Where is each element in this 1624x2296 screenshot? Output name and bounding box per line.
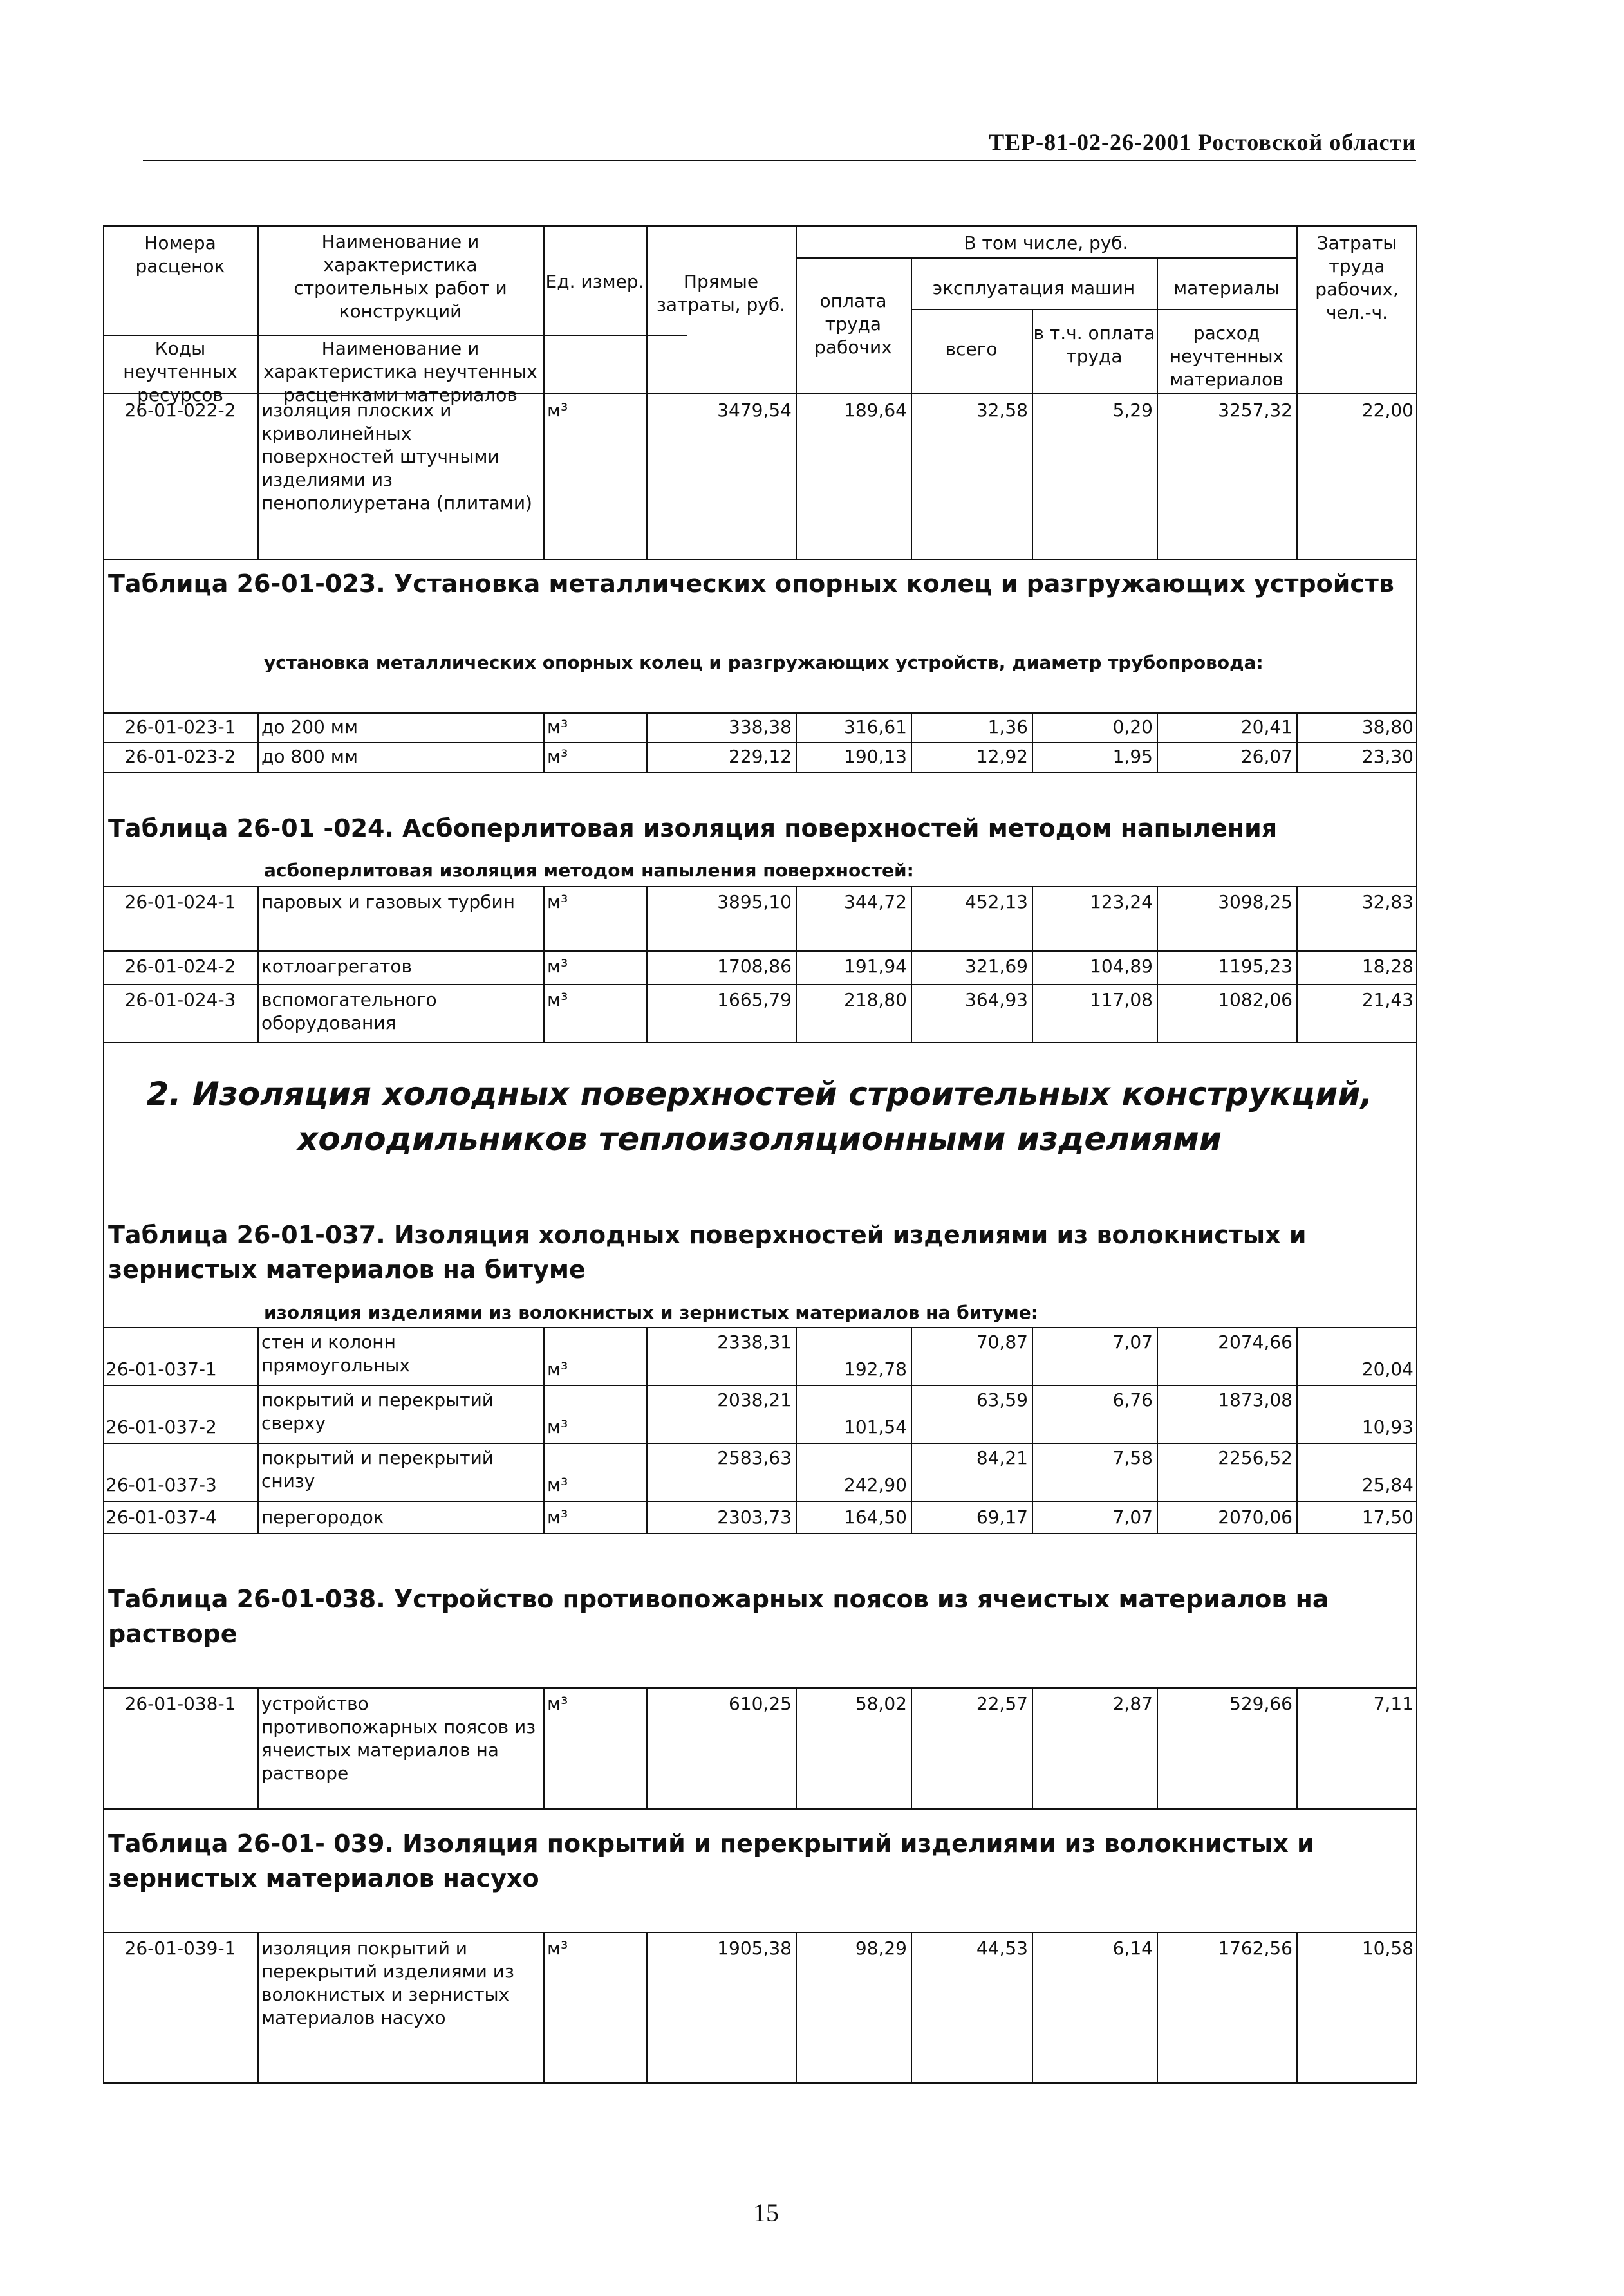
table-row-direct: 2303,73: [717, 1506, 792, 1528]
table-037-label: Таблица 26-01-037.: [108, 1221, 386, 1249]
table-row-hours: 7,11: [1373, 1693, 1414, 1714]
table-row-mach-labor: 7,07: [1112, 1331, 1153, 1353]
table-row-direct: 1665,79: [717, 989, 792, 1010]
table-row-code: 26-01-037-3: [106, 1474, 217, 1495]
table-row-name: до 200 мм: [261, 716, 358, 737]
table-row-mach-labor: 117,08: [1090, 989, 1153, 1010]
table-039-label: Таблица 26-01- 039.: [108, 1829, 394, 1858]
header-rule: [143, 160, 1416, 161]
col-divider-direct: [796, 225, 797, 559]
table-row-labor: 344,72: [844, 891, 907, 912]
section-heading-line-1: 2. Изоляция холодных поверхностей строительных конструкций,: [146, 1075, 1373, 1113]
table-row-mat: 2070,06: [1218, 1506, 1293, 1528]
row-labor: 189,64: [844, 400, 907, 421]
t037-col: [543, 1327, 545, 1533]
table-row-labor: 191,94: [844, 956, 907, 977]
table-row-hours: 20,04: [1361, 1358, 1414, 1380]
table-row-unit: м³: [547, 989, 568, 1010]
col-header-code-bottom: Коды неучтенных ресурсов: [123, 338, 238, 405]
col-header-machines-total: всего: [945, 338, 998, 360]
document-header-title: ТЕР-81-02-26-2001 Ростовской области: [989, 129, 1416, 155]
t037-row-rule-5: [103, 1533, 1417, 1534]
table-row-code: 26-01-038-1: [124, 1693, 236, 1714]
t023-col: [257, 712, 259, 772]
col-header-materials: материалы: [1173, 277, 1280, 299]
table-row-direct: 2583,63: [717, 1447, 792, 1468]
col-header-unit: Ед. измер.: [545, 271, 644, 292]
table-row-unit: м³: [547, 1474, 568, 1495]
table-row-hours: 25,84: [1361, 1474, 1414, 1495]
table-037-name: Изоляция холодных поверхностей изделиями из волокнистых и зернистых материалов на битуме: [108, 1221, 1307, 1284]
table-row-code: 26-01-023-1: [124, 716, 236, 737]
table-row-unit: м³: [547, 1506, 568, 1528]
row-022-bottom-left: [103, 559, 796, 560]
table-row-unit: м³: [547, 1416, 568, 1438]
t024-row-rule-2: [103, 950, 1417, 952]
table-037-subheading: изоляция изделиями из волокнистых и зернистых материалов на битуме:: [264, 1302, 1038, 1323]
table-row-name: до 800 мм: [261, 746, 358, 767]
t024-col: [257, 886, 259, 1042]
col-header-name-top: Наименование и характеристика строительных работ и конструкций: [294, 231, 507, 322]
header-mid-rule-left: [103, 335, 687, 336]
table-row-direct: 3895,10: [717, 891, 792, 912]
row-code: 26-01-022-2: [124, 400, 236, 421]
row-mach: 32,58: [976, 400, 1028, 421]
t038-row-rule-1: [103, 1687, 1417, 1689]
row-direct: 3479,54: [717, 400, 792, 421]
table-row-mach-labor: 0,20: [1112, 716, 1153, 737]
col-header-incl: В том числе, руб.: [964, 232, 1128, 254]
t024-col: [543, 886, 545, 1042]
t037-col: [1032, 1327, 1033, 1533]
table-row-mach-labor: 6,76: [1112, 1389, 1153, 1411]
page-number: 15: [753, 2198, 779, 2227]
table-023-name: Установка металлических опорных колец и разгружающих устройств: [393, 569, 1394, 598]
t023-row-rule-1: [103, 712, 1417, 714]
t037-col: [646, 1327, 648, 1533]
table-039-name: Изоляция покрытий и перекрытий изделиями из волокнистых и зернистых материалов насухо: [108, 1829, 1314, 1893]
table-038-title: [108, 1582, 1408, 1651]
table-row-labor: 58,02: [855, 1693, 907, 1714]
t037-col: [257, 1327, 259, 1533]
table-row-name: котлоагрегатов: [261, 956, 413, 977]
table-row-hours: 32,83: [1361, 891, 1414, 912]
table-row-mat: 2256,52: [1218, 1447, 1293, 1468]
table-038-name: Устройство противопожарных поясов из ячеистых материалов на растворе: [108, 1585, 1329, 1648]
table-row-unit: м³: [547, 716, 568, 737]
table-row-direct: 229,12: [729, 746, 792, 767]
section-heading-line-2: холодильников теплоизоляционными изделиями: [297, 1120, 1222, 1158]
table-row-direct: 1708,86: [717, 956, 792, 977]
table-row-hours: 10,58: [1361, 1938, 1414, 1959]
t037-col: [911, 1327, 912, 1533]
table-row-unit: м³: [547, 1693, 568, 1714]
table-row-code: 26-01-023-2: [124, 746, 236, 767]
table-024-title: [108, 811, 1408, 846]
table-row-mach: 321,69: [965, 956, 1028, 977]
table-row-mat: 1082,06: [1218, 989, 1293, 1010]
table-row-name: покрытий и перекрытий снизу: [261, 1447, 494, 1492]
t037-row-rule-1: [103, 1327, 1417, 1328]
table-row-direct: 2038,21: [717, 1389, 792, 1411]
table-row-code: 26-01-024-1: [124, 891, 236, 912]
table-023-title: [108, 566, 1408, 601]
t023-col: [543, 712, 545, 772]
table-row-code: 26-01-024-2: [124, 956, 236, 977]
table-row-mach-labor: 1,95: [1112, 746, 1153, 767]
table-row-name: паровых и газовых турбин: [261, 891, 515, 912]
table-row-mach: 1,36: [987, 716, 1028, 737]
row-022-bottom: [796, 559, 1417, 560]
table-row-mach-labor: 2,87: [1112, 1693, 1153, 1714]
row-name: изоляция плоских и криволинейных поверхностей штучными изделиями из пенополиуретана (плитами): [261, 400, 532, 514]
table-row-unit: м³: [547, 891, 568, 912]
table-row-mat: 1873,08: [1218, 1389, 1293, 1411]
table-row-mach: 63,59: [976, 1389, 1028, 1411]
t024-row-rule-3: [103, 984, 1417, 985]
t024-row-rule-1: [103, 886, 1417, 887]
table-024-name: Асбоперлитовая изоляция поверхностей методом напыления: [402, 814, 1278, 842]
table-024-label: Таблица 26-01 -024.: [108, 814, 394, 842]
table-row-mat: 2074,66: [1218, 1331, 1293, 1353]
table-row-labor: 242,90: [844, 1474, 907, 1495]
table-row-mat: 3098,25: [1218, 891, 1293, 912]
table-row-code: 26-01-024-3: [124, 989, 236, 1010]
t039-col: [257, 1932, 259, 2084]
col-header-name-bottom: Наименование и характеристика неучтенных расценками материалов: [263, 338, 537, 405]
table-row-mach: 84,21: [976, 1447, 1028, 1468]
table-row-name: перегородок: [261, 1506, 384, 1528]
table-row-mach-labor: 104,89: [1090, 956, 1153, 977]
table-row-mach: 452,13: [965, 891, 1028, 912]
table-row-direct: 610,25: [729, 1693, 792, 1714]
t037-row-rule-4: [103, 1501, 1417, 1502]
table-row-mach-labor: 6,14: [1112, 1938, 1153, 1959]
table-row-labor: 192,78: [844, 1358, 907, 1380]
table-row-code: 26-01-039-1: [124, 1938, 236, 1959]
table-row-mach: 44,53: [976, 1938, 1028, 1959]
t038-row-rule-2: [103, 1808, 1417, 1810]
table-row-hours: 21,43: [1361, 989, 1414, 1010]
col-header-materials-use: расход неучтенных материалов: [1169, 322, 1284, 390]
table-row-labor: 316,61: [844, 716, 907, 737]
t037-row-rule-2: [103, 1385, 1417, 1386]
table-row-name: изоляция покрытий и перекрытий изделиями из волокнистых и зернистых материалов насухо: [261, 1938, 514, 2028]
t023-row-rule-3: [103, 772, 1417, 773]
table-row-mach-labor: 123,24: [1090, 891, 1153, 912]
table-row-labor: 190,13: [844, 746, 907, 767]
row-mach-labor: 5,29: [1112, 400, 1153, 421]
t038-col: [257, 1687, 259, 1808]
table-row-unit: м³: [547, 956, 568, 977]
table-row-mach-labor: 7,58: [1112, 1447, 1153, 1468]
table-row-direct: 1905,38: [717, 1938, 792, 1959]
table-row-name: вспомогательного оборудования: [261, 989, 437, 1033]
table-row-hours: 10,93: [1361, 1416, 1414, 1438]
row-hours: 22,00: [1361, 400, 1414, 421]
table-row-mach: 22,57: [976, 1693, 1028, 1714]
col-header-direct: Прямые затраты, руб.: [656, 271, 786, 315]
col-header-code-top: Номера расценок: [135, 232, 225, 277]
row-mat: 3257,32: [1218, 400, 1293, 421]
t038-col: [543, 1687, 545, 1808]
table-023-label: Таблица 26-01-023.: [108, 569, 386, 598]
table-row-name: стен и колонн прямоугольных: [261, 1331, 410, 1376]
table-024-subheading: асбоперлитовая изоляция методом напыления поверхностей:: [264, 860, 914, 881]
t037-col: [1157, 1327, 1158, 1533]
table-row-hours: 38,80: [1361, 716, 1414, 737]
table-row-mat: 1762,56: [1218, 1938, 1293, 1959]
table-row-mat: 20,41: [1240, 716, 1293, 737]
col-header-labor: оплата труда рабочих: [814, 290, 892, 358]
table-row-unit: м³: [547, 1358, 568, 1380]
t039-col: [543, 1932, 545, 2084]
col-header-machines: эксплуатация машин: [932, 277, 1135, 299]
table-row-labor: 164,50: [844, 1506, 907, 1528]
table-row-mat: 26,07: [1240, 746, 1293, 767]
table-row-name: покрытий и перекрытий сверху: [261, 1389, 494, 1434]
table-row-unit: м³: [547, 1938, 568, 1959]
t023-row-rule-2: [103, 742, 1417, 743]
col-header-machines-labor: в т.ч. оплата труда: [1033, 322, 1155, 367]
table-row-hours: 17,50: [1361, 1506, 1414, 1528]
table-row-code: 26-01-037-2: [106, 1416, 217, 1438]
table-row-direct: 2338,31: [717, 1331, 792, 1353]
table-row-mach-labor: 7,07: [1112, 1506, 1153, 1528]
sub-group-rule: [911, 309, 1296, 310]
table-row-mach: 12,92: [976, 746, 1028, 767]
table-row-mat: 529,66: [1229, 1693, 1293, 1714]
t024-row-rule-4: [103, 1042, 1417, 1043]
table-row-direct: 338,38: [729, 716, 792, 737]
table-row-mach: 364,93: [965, 989, 1028, 1010]
incl-rule: [796, 257, 1296, 259]
table-row-unit: м³: [547, 746, 568, 767]
table-037-title: [108, 1217, 1408, 1287]
table-row-code: 26-01-037-1: [106, 1358, 217, 1380]
table-039-title: [108, 1826, 1408, 1896]
row-unit: м³: [547, 400, 568, 421]
table-row-mach: 70,87: [976, 1331, 1028, 1353]
table-038-label: Таблица 26-01-038.: [108, 1585, 386, 1613]
table-row-mat: 1195,23: [1218, 956, 1293, 977]
col-header-worker-cost: Затраты труда рабочих, чел.-ч.: [1315, 232, 1399, 323]
table-row-name: устройство противопожарных поясов из ячеистых материалов на растворе: [261, 1693, 536, 1784]
table-row-hours: 23,30: [1361, 746, 1414, 767]
table-row-code: 26-01-037-4: [106, 1506, 217, 1528]
table-row-labor: 98,29: [855, 1938, 907, 1959]
t037-row-rule-3: [103, 1443, 1417, 1444]
table-row-labor: 218,80: [844, 989, 907, 1010]
table-row-hours: 18,28: [1361, 956, 1414, 977]
t039-row-rule-1: [103, 1932, 1417, 1933]
table-023-subheading: установка металлических опорных колец и разгружающих устройств, диаметр трубопровода:: [264, 652, 1264, 673]
table-row-mach: 69,17: [976, 1506, 1028, 1528]
table-row-labor: 101,54: [844, 1416, 907, 1438]
